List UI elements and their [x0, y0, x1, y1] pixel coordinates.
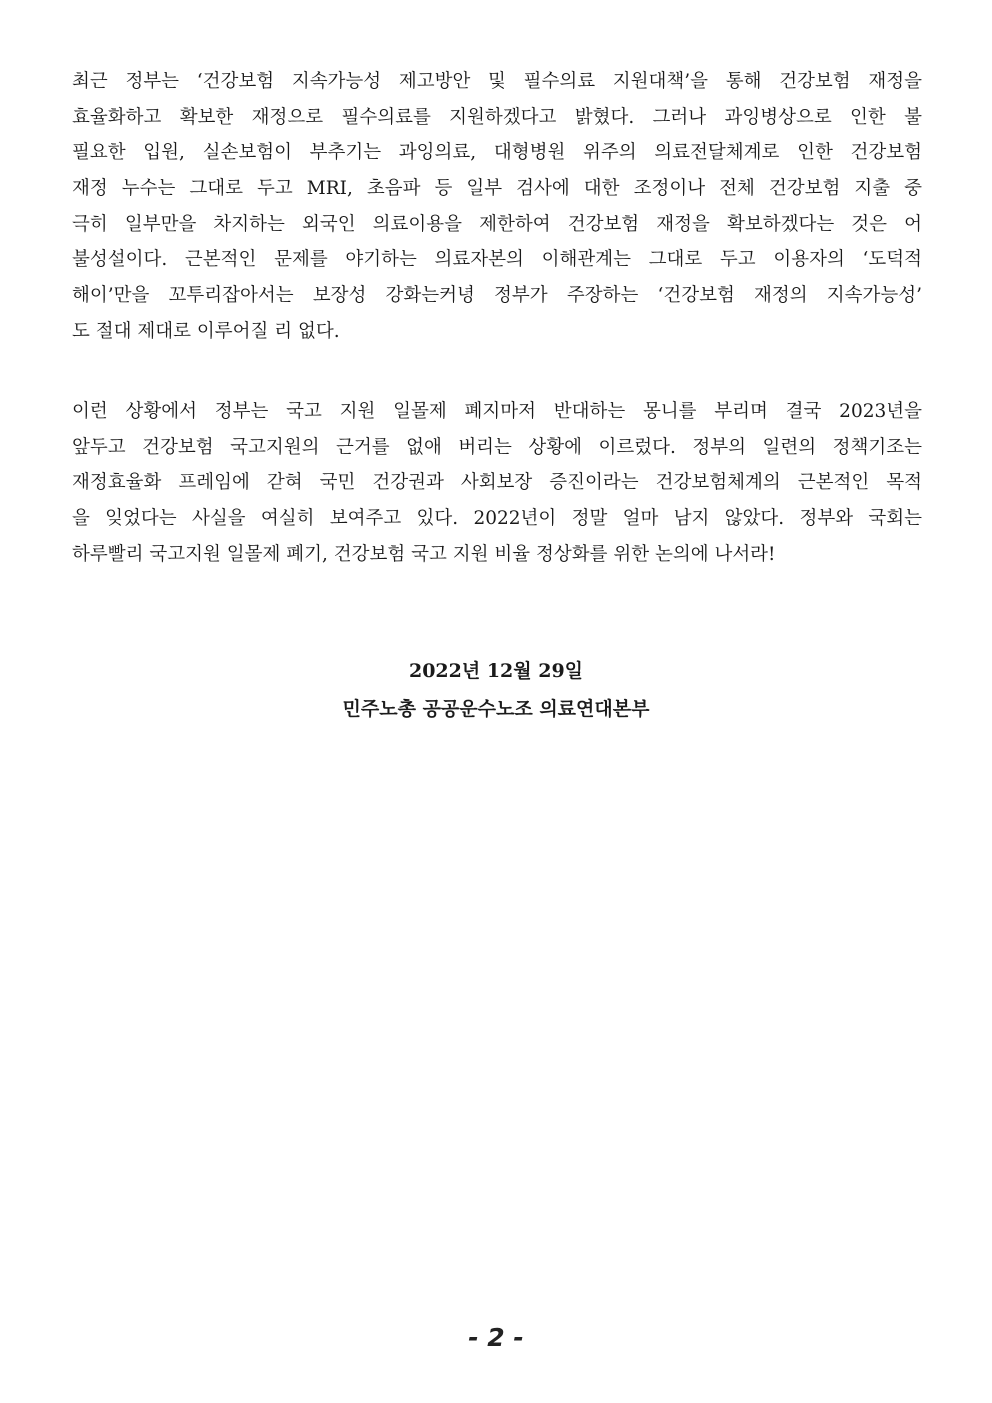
paragraph-line: 극히 일부만을 차지하는 외국인 의료이용을 제한하여 건강보험 재정을 확보하겠다는 것은 어 [72, 213, 922, 235]
paragraph-line: 재정 누수는 그대로 두고 MRI, 초음파 등 일부 검사에 대한 조정이나 전체 건강보험 지출 중 [72, 178, 922, 200]
paragraph-line: 을 잊었다는 사실을 여실히 보여주고 있다. 2022년이 정말 얼마 남지 않았다. 정부와 국회는 [72, 508, 922, 530]
paragraph-line: 불성설이다. 근본적인 문제를 야기하는 의료자본의 이해관계는 그대로 두고 이용자의 ‘도덕적 [72, 249, 922, 271]
paragraph-line: 도 절대 제대로 이루어질 리 없다. [72, 320, 340, 342]
paragraph-line: 재정효율화 프레임에 갇혀 국민 건강권과 사회보장 증진이라는 건강보험체계의 근본적인 목적 [72, 472, 922, 494]
paragraph-line: 필요한 입원, 실손보험이 부추기는 과잉의료, 대형병원 위주의 의료전달체계로 인한 건강보험 [72, 142, 922, 164]
body-paragraph-2 [72, 394, 922, 572]
signature-date: 2022년 12월 29일 [408, 660, 584, 682]
paragraph-line: 앞두고 건강보험 국고지원의 근거를 없애 버리는 상황에 이르렀다. 정부의 일련의 정책기조는 [72, 436, 922, 458]
paragraph-line: 하루빨리 국고지원 일몰제 폐기, 건강보험 국고 지원 비율 정상화를 위한 논의에 나서라! [72, 543, 776, 565]
paragraph-line: 이런 상황에서 정부는 국고 지원 일몰제 폐지마저 반대하는 몽니를 부리며 결국 2023년을 [72, 401, 922, 422]
signature-organization: 민주노총 공공운수노조 의료연대본부 [342, 698, 650, 720]
paragraph-line: 최근 정부는 ‘건강보험 지속가능성 제고방안 및 필수의료 지원대책’을 통해 건강보험 재정을 [72, 71, 922, 92]
body-paragraph-1 [72, 64, 922, 350]
page-number: - 2 - [468, 1323, 524, 1352]
paragraph-line: 해이’만을 꼬투리잡아서는 보장성 강화는커녕 정부가 주장하는 ‘건강보험 재정의 지속가능성’ [72, 285, 922, 307]
paragraph-line: 효율화하고 확보한 재정으로 필수의료를 지원하겠다고 밝혔다. 그러나 과잉병상으로 인한 불 [72, 106, 922, 128]
